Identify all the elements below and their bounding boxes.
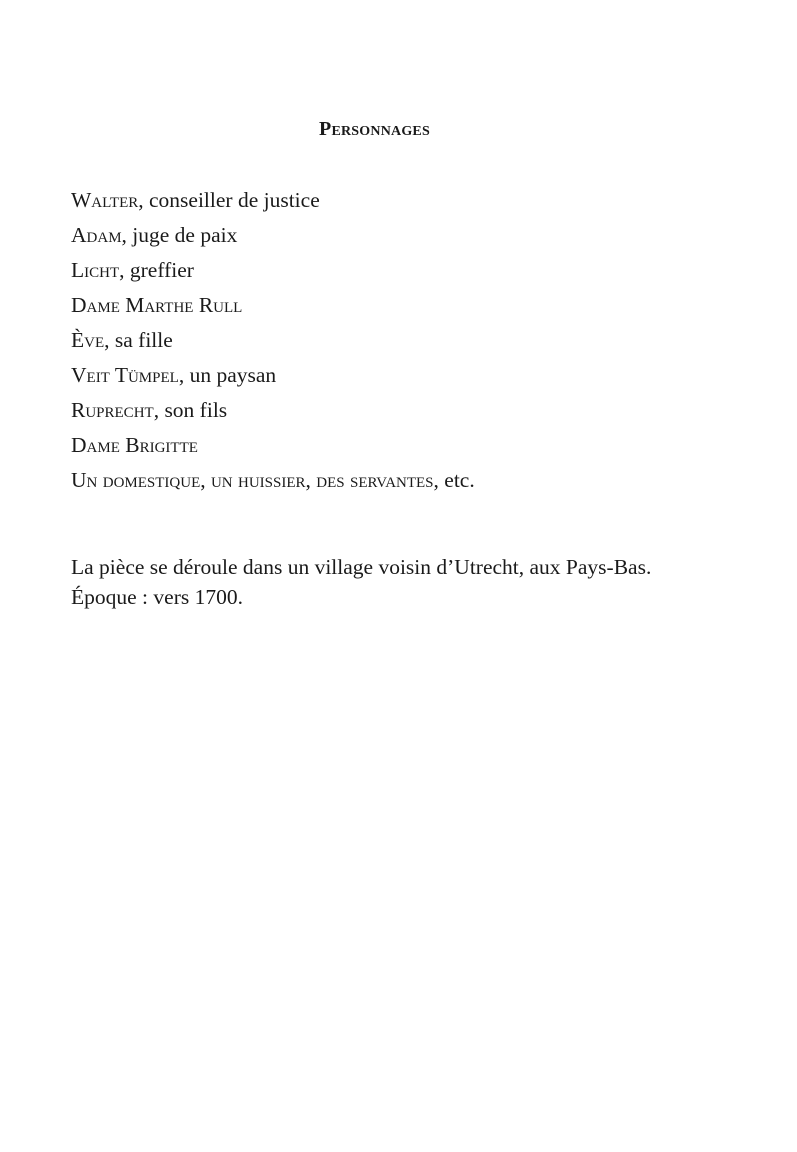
character-role: , sa fille xyxy=(104,328,173,352)
character-name: Ève xyxy=(71,328,105,352)
character-role: , un paysan xyxy=(178,363,277,387)
character-name: Un domestique, un huissier, des servantes xyxy=(71,468,434,492)
character-role: , greffier xyxy=(119,258,194,282)
character-role: , etc. xyxy=(433,468,475,492)
character-name: Adam xyxy=(71,223,122,247)
setting-time: Époque : vers 1700. xyxy=(71,585,243,609)
character-item xyxy=(71,323,475,358)
character-item xyxy=(71,428,475,463)
character-item xyxy=(71,393,475,428)
character-name: Veit Tümpel xyxy=(71,363,179,387)
character-name: Walter xyxy=(71,188,139,212)
character-name: Dame Brigitte xyxy=(71,433,198,457)
character-role: , son fils xyxy=(153,398,228,422)
character-name: Ruprecht xyxy=(71,398,154,422)
character-item xyxy=(71,288,475,323)
page-title: Personnages xyxy=(319,118,430,140)
character-item xyxy=(71,253,475,288)
character-item xyxy=(71,183,475,218)
character-name: Dame Marthe Rull xyxy=(71,293,243,317)
character-item xyxy=(71,218,475,253)
character-item xyxy=(71,358,475,393)
character-item xyxy=(71,463,475,498)
setting-note xyxy=(71,552,651,612)
setting-place: La pièce se déroule dans un village voisin d’Utrecht, aux Pays-Bas. xyxy=(71,555,652,579)
character-list xyxy=(71,183,475,498)
character-role: , conseiller de justice xyxy=(138,188,320,212)
character-role: , juge de paix xyxy=(121,223,238,247)
character-name: Licht xyxy=(71,258,120,282)
